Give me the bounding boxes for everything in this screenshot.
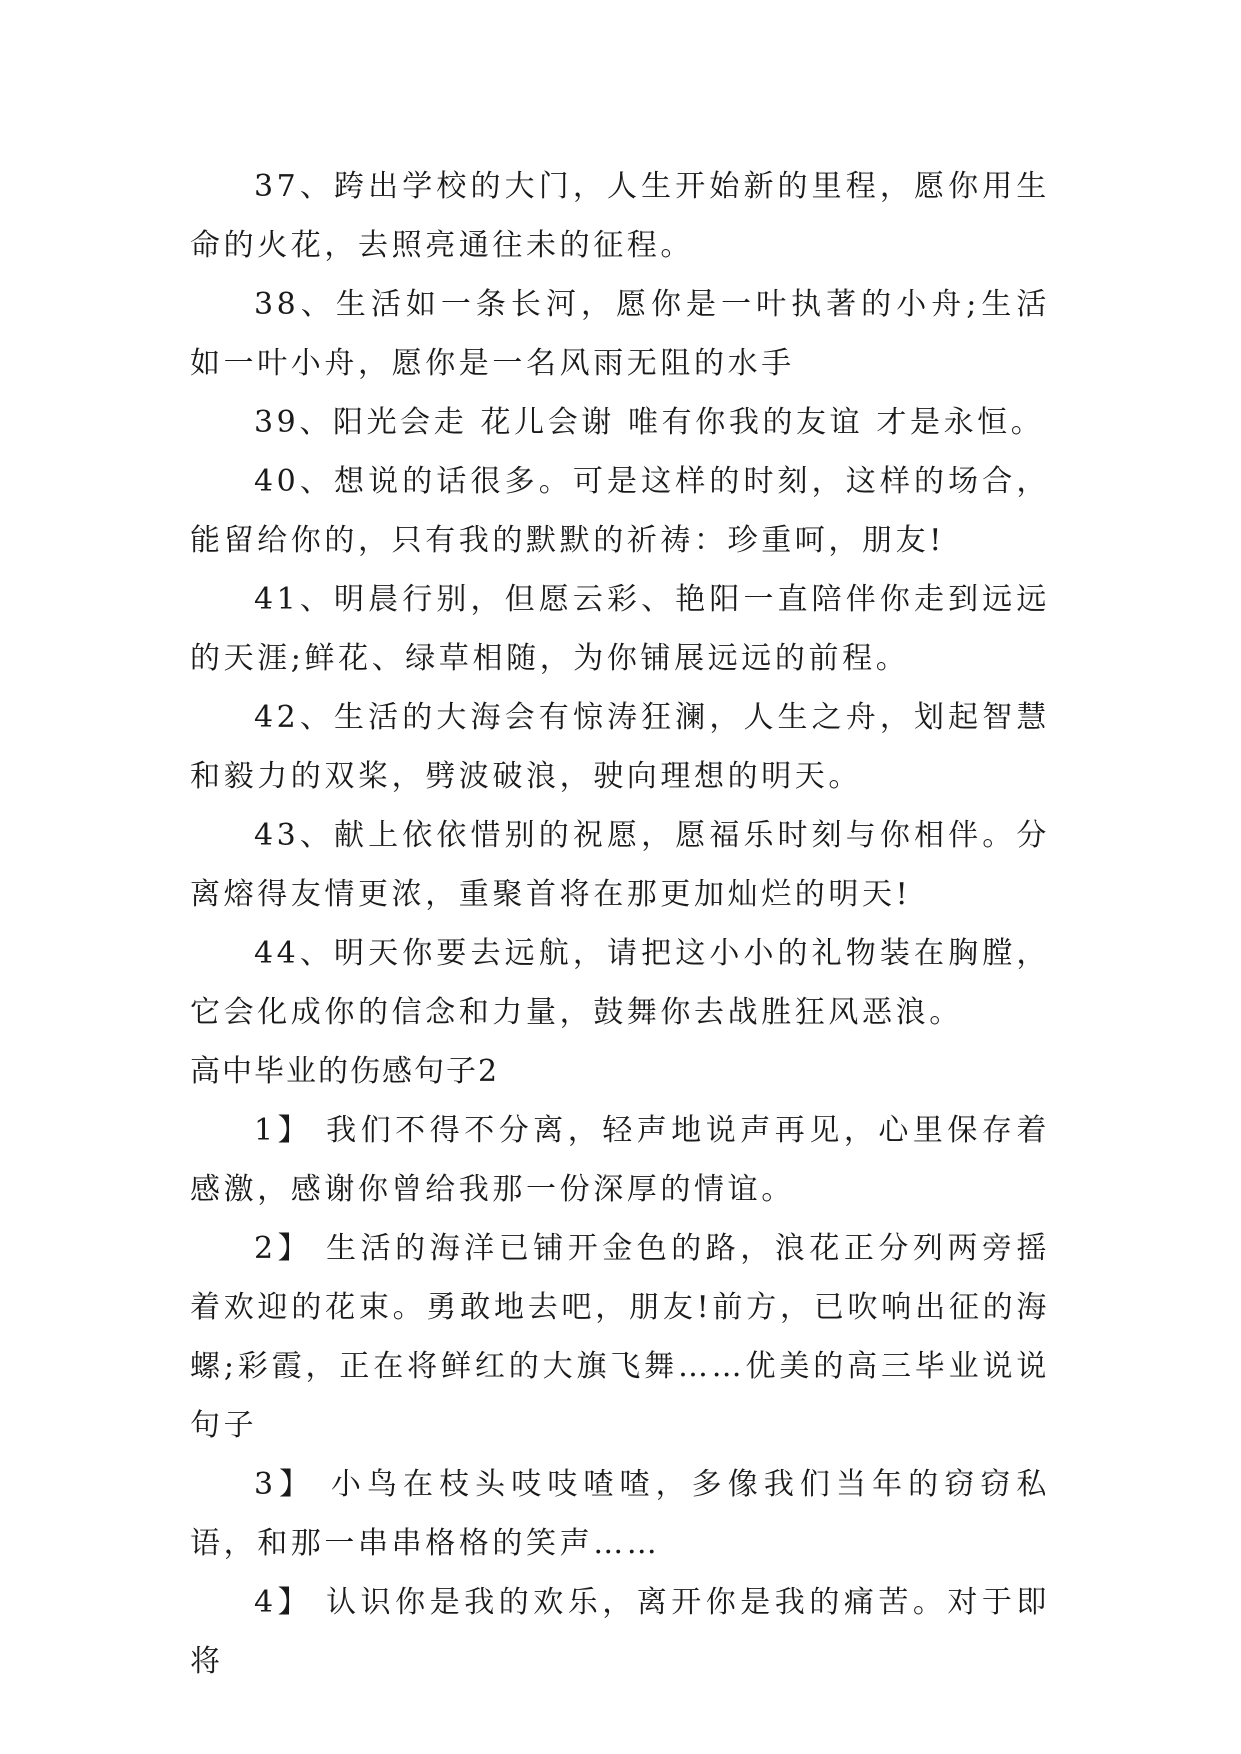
paragraph-37: 37、跨出学校的大门，人生开始新的里程，愿你用生命的火花，去照亮通往未的征程。 bbox=[190, 169, 1050, 263]
paragraph-item-3: 3】 小鸟在枝头吱吱喳喳，多像我们当年的窃窃私语，和那一串串格格的笑声…… bbox=[190, 1467, 1050, 1561]
paragraph-43: 43、献上依依惜别的祝愿，愿福乐时刻与你相伴。分离熔得友情更浓，重聚首将在那更加灿烂的明天! bbox=[190, 818, 1050, 912]
section-heading: 高中毕业的伤感句子2 bbox=[190, 1054, 500, 1089]
paragraph-item-4: 4】 认识你是我的欢乐，离开你是我的痛苦。对于即将 bbox=[190, 1585, 1050, 1679]
paragraph-40: 40、想说的话很多。可是这样的时刻，这样的场合，能留给你的，只有我的默默的祈祷：珍重呵，朋友! bbox=[190, 464, 1050, 558]
paragraph-item-1: 1】 我们不得不分离，轻声地说声再见，心里保存着感激，感谢你曾给我那一份深厚的情谊。 bbox=[190, 1113, 1050, 1207]
paragraph-41: 41、明晨行别，但愿云彩、艳阳一直陪伴你走到远远的天涯;鲜花、绿草相随，为你铺展远远的前程。 bbox=[190, 582, 1050, 676]
paragraph-item-2: 2】 生活的海洋已铺开金色的路，浪花正分列两旁摇着欢迎的花束。勇敢地去吧，朋友!前方，已吹响出征的海螺;彩霞，正在将鲜红的大旗飞舞……优美的高三毕业说说句子 bbox=[190, 1231, 1050, 1443]
document-body bbox=[190, 157, 1050, 1691]
paragraph-38: 38、生活如一条长河，愿你是一叶执著的小舟;生活如一叶小舟，愿你是一名风雨无阻的水手 bbox=[190, 287, 1050, 381]
paragraph-44: 44、明天你要去远航，请把这小小的礼物装在胸膛，它会化成你的信念和力量，鼓舞你去战胜狂风恶浪。 bbox=[190, 936, 1050, 1030]
paragraph-42: 42、生活的大海会有惊涛狂澜，人生之舟，划起智慧和毅力的双桨，劈波破浪，驶向理想的明天。 bbox=[190, 700, 1050, 794]
paragraph-39: 39、阳光会走 花儿会谢 唯有你我的友谊 才是永恒。 bbox=[254, 405, 1045, 440]
